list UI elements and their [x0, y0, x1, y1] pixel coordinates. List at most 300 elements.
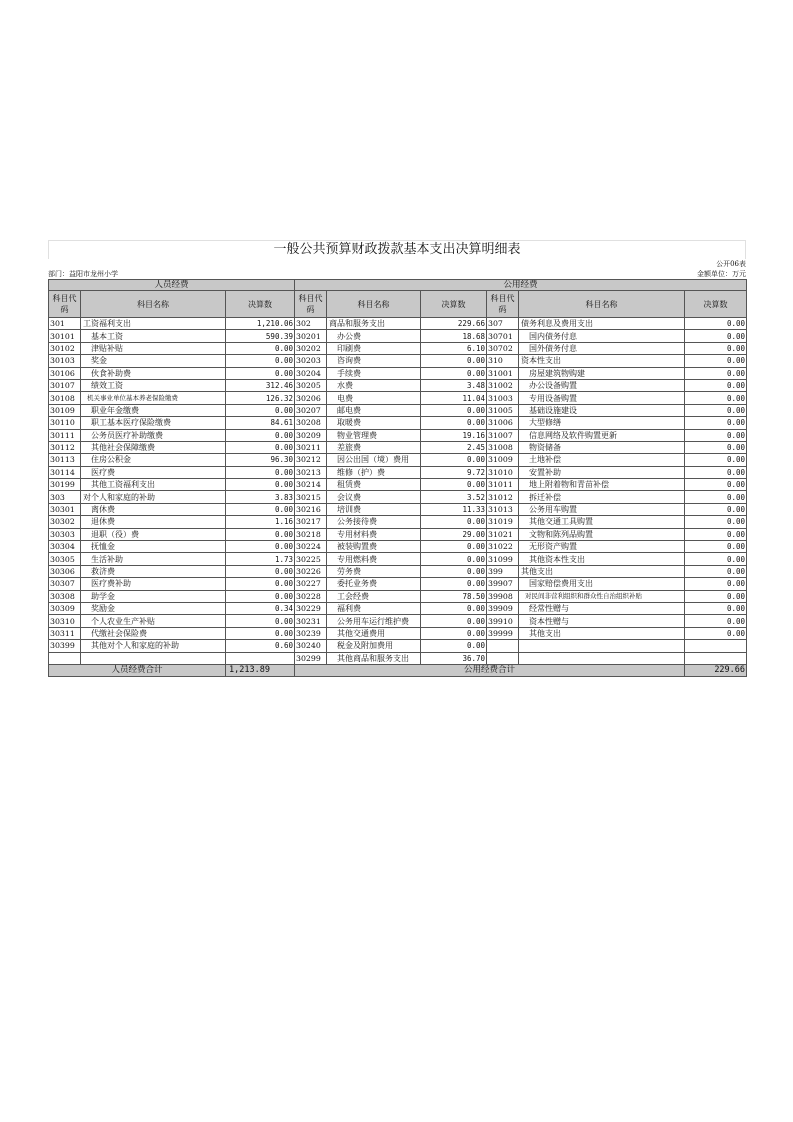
cell-amount: 590.39 [226, 330, 295, 342]
cell-amount: 0.00 [685, 379, 747, 391]
cell-amount: 0.00 [421, 627, 487, 639]
cell-amount: 0.00 [685, 355, 747, 367]
table-row [49, 627, 747, 639]
cell-name: 公务用车运行维护费 [327, 615, 421, 627]
cell-code: 30207 [295, 404, 327, 416]
cell-name: 奖励金 [81, 602, 226, 614]
cell-amount: 312.46 [226, 379, 295, 391]
cell-code: 30216 [295, 503, 327, 515]
cell-name: 邮电费 [327, 404, 421, 416]
cell-amount: 0.00 [685, 516, 747, 528]
cell-name: 培训费 [327, 503, 421, 515]
section-public: 公用经费 [295, 280, 747, 291]
cell-code [49, 652, 81, 664]
cell-code: 39910 [487, 615, 519, 627]
cell-name: 代缴社会保险费 [81, 627, 226, 639]
cell-amount: 0.00 [685, 590, 747, 602]
cell-code: 30215 [295, 491, 327, 503]
cell-code: 30111 [49, 429, 81, 441]
cell-name: 专用材料费 [327, 528, 421, 540]
cell-code: 31002 [487, 379, 519, 391]
cell-name: 被装购置费 [327, 541, 421, 553]
cell-code: 30303 [49, 528, 81, 540]
page-title: 一般公共预算财政拨款基本支出决算明细表 [48, 240, 746, 259]
cell-name: 经常性赠与 [519, 602, 685, 614]
cell-code: 31021 [487, 528, 519, 540]
cell-name: 福利费 [327, 602, 421, 614]
cell-name: 工会经费 [327, 590, 421, 602]
cell-amount: 1.73 [226, 553, 295, 565]
expenditure-table [48, 279, 747, 677]
cell-name: 咨询费 [327, 355, 421, 367]
cell-name: 债务利息及费用支出 [519, 318, 685, 330]
public-total-value: 229.66 [685, 664, 747, 676]
cell-amount: 0.00 [685, 503, 747, 515]
cell-name: 其他支出 [519, 565, 685, 577]
cell-amount: 0.00 [685, 528, 747, 540]
col-amount-3: 决算数 [685, 291, 747, 318]
cell-name: 资本性赠与 [519, 615, 685, 627]
cell-amount: 18.68 [421, 330, 487, 342]
cell-code [487, 652, 519, 664]
cell-amount: 78.50 [421, 590, 487, 602]
cell-code: 31019 [487, 516, 519, 528]
cell-amount: 36.70 [421, 652, 487, 664]
cell-name: 印刷费 [327, 342, 421, 354]
cell-name: 拆迁补偿 [519, 491, 685, 503]
cell-code: 30114 [49, 466, 81, 478]
cell-code: 30205 [295, 379, 327, 391]
cell-amount: 9.72 [421, 466, 487, 478]
cell-code: 30102 [49, 342, 81, 354]
cell-name: 其他工资福利支出 [81, 479, 226, 491]
cell-amount: 0.00 [685, 553, 747, 565]
cell-code: 30212 [295, 454, 327, 466]
cell-name: 大型修缮 [519, 417, 685, 429]
cell-amount: 0.00 [421, 516, 487, 528]
cell-amount: 0.00 [226, 466, 295, 478]
cell-amount: 0.00 [685, 330, 747, 342]
table-row [49, 330, 747, 342]
cell-name: 职业年金缴费 [81, 404, 226, 416]
cell-code: 30399 [49, 640, 81, 652]
col-amount-2: 决算数 [421, 291, 487, 318]
cell-code: 30227 [295, 578, 327, 590]
cell-amount: 0.00 [226, 342, 295, 354]
form-number-row [48, 259, 746, 269]
cell-code: 30109 [49, 404, 81, 416]
cell-code: 30701 [487, 330, 519, 342]
cell-name: 基础设施建设 [519, 404, 685, 416]
cell-amount: 0.34 [226, 602, 295, 614]
cell-name: 物资储备 [519, 441, 685, 453]
cell-code: 301 [49, 318, 81, 330]
cell-name: 物业管理费 [327, 429, 421, 441]
cell-amount: 3.83 [226, 491, 295, 503]
cell-amount: 0.00 [421, 602, 487, 614]
table-row [49, 516, 747, 528]
cell-amount [226, 652, 295, 664]
cell-amount: 0.00 [226, 528, 295, 540]
cell-amount: 0.00 [226, 367, 295, 379]
table-row [49, 441, 747, 453]
cell-name [519, 640, 685, 652]
cell-amount: 0.00 [421, 479, 487, 491]
cell-amount: 0.00 [685, 318, 747, 330]
cell-name [519, 652, 685, 664]
cell-name: 差旅费 [327, 441, 421, 453]
cell-name: 税金及附加费用 [327, 640, 421, 652]
cell-amount: 2.45 [421, 441, 487, 453]
cell-name: 机关事业单位基本养老保险缴费 [81, 392, 226, 404]
cell-name: 生活补助 [81, 553, 226, 565]
cell-amount: 0.00 [421, 553, 487, 565]
table-row [49, 342, 747, 354]
col-name-2: 科目名称 [327, 291, 421, 318]
cell-code: 30204 [295, 367, 327, 379]
cell-code: 31007 [487, 429, 519, 441]
cell-name: 国外债务付息 [519, 342, 685, 354]
table-row [49, 355, 747, 367]
cell-name: 文物和陈列品购置 [519, 528, 685, 540]
cell-code: 30307 [49, 578, 81, 590]
cell-amount: 0.00 [226, 503, 295, 515]
cell-amount: 3.48 [421, 379, 487, 391]
cell-name: 国内债务付息 [519, 330, 685, 342]
cell-amount: 0.00 [226, 627, 295, 639]
cell-name: 办公费 [327, 330, 421, 342]
cell-name: 商品和服务支出 [327, 318, 421, 330]
col-code-1: 科目代码 [49, 291, 81, 318]
cell-amount: 0.00 [421, 355, 487, 367]
cell-code: 30202 [295, 342, 327, 354]
cell-code: 30224 [295, 541, 327, 553]
cell-name: 取暖费 [327, 417, 421, 429]
cell-name: 国家赔偿费用支出 [519, 578, 685, 590]
cell-amount: 1.16 [226, 516, 295, 528]
cell-name: 其他商品和服务支出 [327, 652, 421, 664]
cell-name: 其他社会保障缴费 [81, 441, 226, 453]
table-row [49, 417, 747, 429]
cell-code: 30113 [49, 454, 81, 466]
cell-code: 39999 [487, 627, 519, 639]
public-total-label: 公用经费合计 [295, 664, 685, 676]
table-row [49, 652, 747, 664]
cell-amount: 0.00 [685, 454, 747, 466]
cell-code: 30299 [295, 652, 327, 664]
cell-code: 31012 [487, 491, 519, 503]
cell-amount: 0.00 [685, 417, 747, 429]
cell-code: 30305 [49, 553, 81, 565]
cell-name: 退职（役）费 [81, 528, 226, 540]
table-row [49, 541, 747, 553]
cell-code: 31005 [487, 404, 519, 416]
cell-amount: 19.16 [421, 429, 487, 441]
cell-name: 手续费 [327, 367, 421, 379]
cell-amount: 126.32 [226, 392, 295, 404]
cell-code: 30240 [295, 640, 327, 652]
cell-amount: 0.00 [421, 615, 487, 627]
table-row [49, 640, 747, 652]
cell-amount: 0.00 [226, 355, 295, 367]
cell-amount: 0.00 [226, 590, 295, 602]
cell-code: 39907 [487, 578, 519, 590]
cell-code: 303 [49, 491, 81, 503]
cell-amount: 0.00 [226, 479, 295, 491]
cell-amount: 0.00 [685, 367, 747, 379]
table-row [49, 590, 747, 602]
cell-amount: 29.00 [421, 528, 487, 540]
cell-name: 奖金 [81, 355, 226, 367]
cell-code: 399 [487, 565, 519, 577]
cell-amount [685, 652, 747, 664]
cell-name: 个人农业生产补贴 [81, 615, 226, 627]
cell-name: 无形资产购置 [519, 541, 685, 553]
cell-code: 30201 [295, 330, 327, 342]
cell-code: 31013 [487, 503, 519, 515]
cell-code: 30301 [49, 503, 81, 515]
cell-code: 30228 [295, 590, 327, 602]
cell-name: 医疗费 [81, 466, 226, 478]
cell-name: 地上附着物和青苗补偿 [519, 479, 685, 491]
cell-amount: 229.66 [421, 318, 487, 330]
cell-amount: 0.00 [421, 565, 487, 577]
cell-code: 30310 [49, 615, 81, 627]
cell-name: 基本工资 [81, 330, 226, 342]
table-row [49, 578, 747, 590]
cell-amount: 6.10 [421, 342, 487, 354]
cell-amount: 0.00 [226, 429, 295, 441]
cell-name: 退休费 [81, 516, 226, 528]
cell-code: 310 [487, 355, 519, 367]
cell-name: 离休费 [81, 503, 226, 515]
cell-amount: 0.00 [685, 342, 747, 354]
cell-code: 31003 [487, 392, 519, 404]
section-header-row [49, 280, 747, 291]
cell-amount: 0.00 [685, 429, 747, 441]
cell-name: 其他对个人和家庭的补助 [81, 640, 226, 652]
cell-amount: 0.00 [685, 392, 747, 404]
cell-amount: 96.30 [226, 454, 295, 466]
cell-amount: 0.00 [421, 454, 487, 466]
cell-code: 30206 [295, 392, 327, 404]
cell-name: 其他资本性支出 [519, 553, 685, 565]
cell-name: 房屋建筑物购建 [519, 367, 685, 379]
cell-name: 劳务费 [327, 565, 421, 577]
table-row [49, 466, 747, 478]
cell-name: 救济费 [81, 565, 226, 577]
cell-code: 30239 [295, 627, 327, 639]
cell-name: 伙食补助费 [81, 367, 226, 379]
cell-code: 31009 [487, 454, 519, 466]
cell-code: 30229 [295, 602, 327, 614]
cell-amount: 0.00 [685, 565, 747, 577]
cell-name: 职工基本医疗保险缴费 [81, 417, 226, 429]
cell-code: 30112 [49, 441, 81, 453]
cell-code: 31099 [487, 553, 519, 565]
cell-name: 对个人和家庭的补助 [81, 491, 226, 503]
cell-code: 30308 [49, 590, 81, 602]
cell-name: 工资福利支出 [81, 318, 226, 330]
cell-code: 30106 [49, 367, 81, 379]
cell-amount: 0.00 [421, 417, 487, 429]
table-row [49, 318, 747, 330]
table-row [49, 528, 747, 540]
cell-code: 30208 [295, 417, 327, 429]
cell-amount: 0.00 [226, 441, 295, 453]
cell-code: 31006 [487, 417, 519, 429]
cell-amount: 0.00 [685, 466, 747, 478]
cell-code: 30211 [295, 441, 327, 453]
cell-amount: 0.00 [421, 367, 487, 379]
column-header-row [49, 291, 747, 318]
cell-code: 30108 [49, 392, 81, 404]
section-personnel: 人员经费 [49, 280, 295, 291]
col-amount-1: 决算数 [226, 291, 295, 318]
cell-amount: 0.00 [226, 541, 295, 553]
personnel-total-label: 人员经费合计 [49, 664, 226, 676]
cell-name: 津贴补贴 [81, 342, 226, 354]
cell-amount [685, 640, 747, 652]
unit-label: 金额单位：万元 [697, 270, 746, 278]
cell-name: 其他支出 [519, 627, 685, 639]
cell-amount: 0.60 [226, 640, 295, 652]
table-row [49, 379, 747, 391]
table-row [49, 367, 747, 379]
cell-name: 住房公积金 [81, 454, 226, 466]
cell-code: 31001 [487, 367, 519, 379]
table-row [49, 602, 747, 614]
table-row [49, 479, 747, 491]
department-label: 部门：益阳市龙州小学 [48, 270, 118, 278]
cell-name: 医疗费补助 [81, 578, 226, 590]
cell-name: 资本性支出 [519, 355, 685, 367]
table-row [49, 392, 747, 404]
cell-code: 39908 [487, 590, 519, 602]
table-row [49, 565, 747, 577]
cell-code: 30213 [295, 466, 327, 478]
cell-amount: 0.00 [226, 404, 295, 416]
form-number: 公开06表 [716, 260, 746, 268]
cell-name: 委托业务费 [327, 578, 421, 590]
table-row [49, 491, 747, 503]
cell-code: 31022 [487, 541, 519, 553]
cell-code: 30226 [295, 565, 327, 577]
cell-amount: 0.00 [685, 615, 747, 627]
cell-amount: 0.00 [421, 578, 487, 590]
cell-code: 30107 [49, 379, 81, 391]
cell-code: 30203 [295, 355, 327, 367]
cell-amount: 0.00 [685, 491, 747, 503]
cell-code: 31008 [487, 441, 519, 453]
cell-name: 助学金 [81, 590, 226, 602]
col-name-3: 科目名称 [519, 291, 685, 318]
cell-name: 其他交通工具购置 [519, 516, 685, 528]
cell-amount: 0.00 [685, 404, 747, 416]
report-sheet [48, 240, 746, 677]
cell-name: 其他交通费用 [327, 627, 421, 639]
cell-name: 会议费 [327, 491, 421, 503]
cell-amount: 3.52 [421, 491, 487, 503]
cell-amount: 0.00 [421, 404, 487, 416]
table-row [49, 615, 747, 627]
cell-name: 办公设备购置 [519, 379, 685, 391]
cell-name: 专用设备购置 [519, 392, 685, 404]
cell-amount: 11.33 [421, 503, 487, 515]
cell-name: 公务接待费 [327, 516, 421, 528]
cell-amount: 0.00 [685, 541, 747, 553]
table-row [49, 454, 747, 466]
cell-code: 30217 [295, 516, 327, 528]
cell-amount: 0.00 [685, 441, 747, 453]
cell-name: 电费 [327, 392, 421, 404]
cell-code: 30214 [295, 479, 327, 491]
cell-code: 30218 [295, 528, 327, 540]
cell-code: 30306 [49, 565, 81, 577]
cell-amount: 0.00 [685, 479, 747, 491]
cell-code: 30231 [295, 615, 327, 627]
cell-name: 水费 [327, 379, 421, 391]
personnel-total-value: 1,213.89 [226, 664, 295, 676]
cell-code: 30309 [49, 602, 81, 614]
cell-name: 绩效工资 [81, 379, 226, 391]
cell-code: 30302 [49, 516, 81, 528]
cell-name: 维修（护）费 [327, 466, 421, 478]
table-row [49, 503, 747, 515]
cell-name: 公务用车购置 [519, 503, 685, 515]
totals-row [49, 664, 747, 676]
cell-amount: 0.00 [226, 578, 295, 590]
cell-code: 30311 [49, 627, 81, 639]
cell-code [487, 640, 519, 652]
cell-code: 302 [295, 318, 327, 330]
cell-amount: 0.00 [421, 640, 487, 652]
cell-code: 30702 [487, 342, 519, 354]
cell-code: 30304 [49, 541, 81, 553]
cell-name: 因公出国（境）费用 [327, 454, 421, 466]
cell-amount: 0.00 [226, 615, 295, 627]
cell-code: 31011 [487, 479, 519, 491]
cell-code: 30199 [49, 479, 81, 491]
cell-amount: 1,210.06 [226, 318, 295, 330]
cell-name: 土地补偿 [519, 454, 685, 466]
cell-name: 抚恤金 [81, 541, 226, 553]
cell-amount: 0.00 [685, 627, 747, 639]
col-code-2: 科目代码 [295, 291, 327, 318]
cell-amount: 84.61 [226, 417, 295, 429]
department-row [48, 269, 746, 279]
table-row [49, 429, 747, 441]
cell-code: 30225 [295, 553, 327, 565]
cell-name: 信息网络及软件购置更新 [519, 429, 685, 441]
table-row [49, 404, 747, 416]
cell-code: 39909 [487, 602, 519, 614]
cell-name: 安置补助 [519, 466, 685, 478]
col-name-1: 科目名称 [81, 291, 226, 318]
cell-name: 对民间非营利组织和群众性自治组织补贴 [519, 590, 685, 602]
cell-code: 30209 [295, 429, 327, 441]
cell-code: 30103 [49, 355, 81, 367]
col-code-3: 科目代码 [487, 291, 519, 318]
cell-amount: 0.00 [685, 578, 747, 590]
table-row [49, 553, 747, 565]
cell-amount: 11.04 [421, 392, 487, 404]
cell-name: 租赁费 [327, 479, 421, 491]
cell-code: 30101 [49, 330, 81, 342]
cell-amount: 0.00 [226, 565, 295, 577]
cell-code: 30110 [49, 417, 81, 429]
cell-name: 公务员医疗补助缴费 [81, 429, 226, 441]
